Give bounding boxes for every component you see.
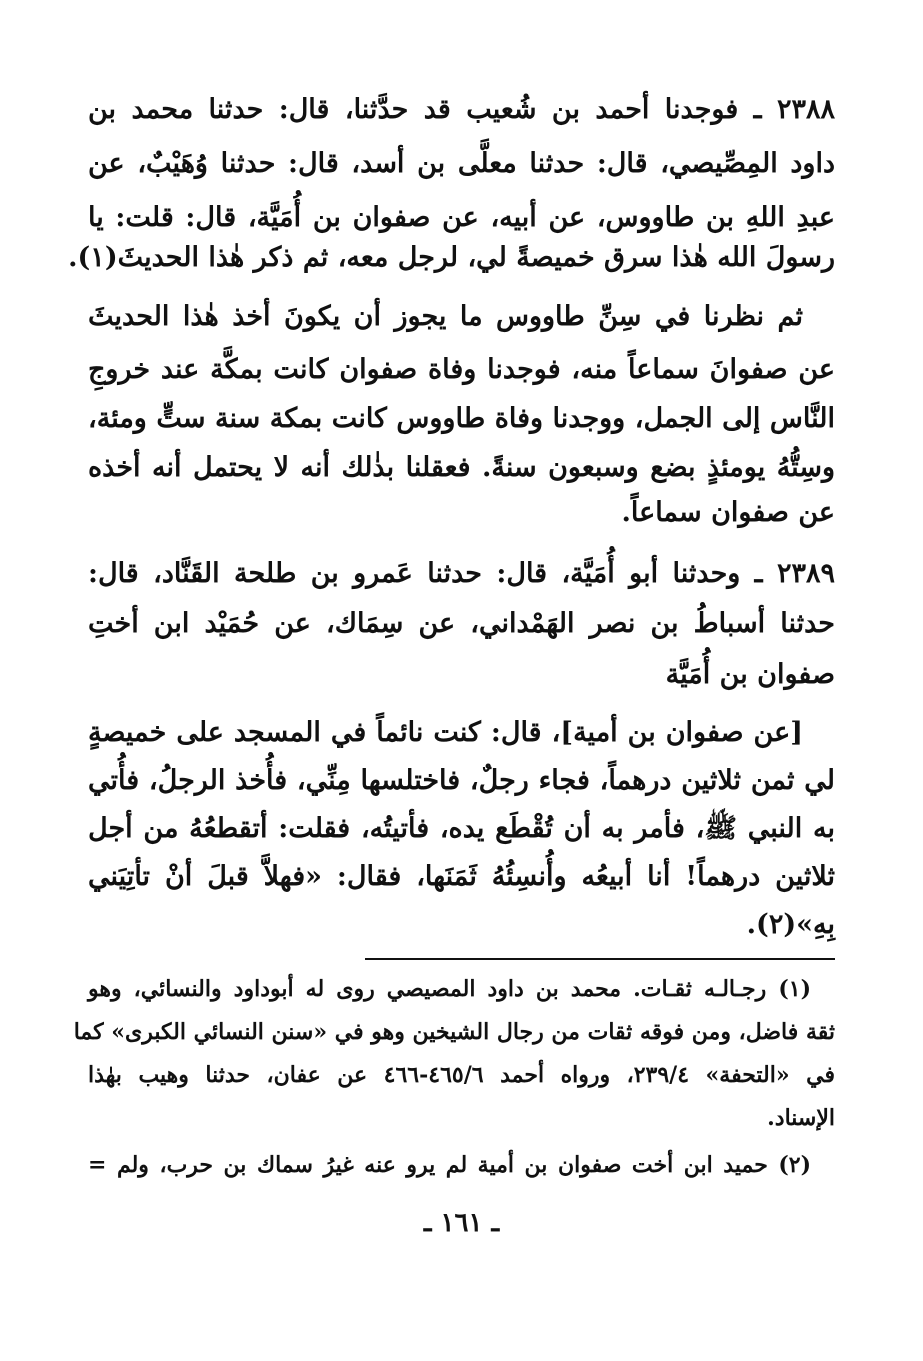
footnote-line: ثقة فاضل، ومن فوقه ثقات من رجال الشيخين وهو في «سنن النسائي الكبرى» كما <box>73 1019 835 1045</box>
footnote-line: (٢) حميد ابن أخت صفوان بن أمية لم يرو عنه غيرُ سماك بن حرب، ولم = <box>88 1152 811 1178</box>
text-line: ثم نظرنا في سِنِّ طاووس ما يجوز أن يكونَ أخذ هٰذا الحديثَ <box>88 301 803 332</box>
footnote-separator <box>365 958 835 960</box>
footnote-line: الإسناد. <box>767 1105 835 1131</box>
text-line: داود المِصِّيصي، قال: حدثنا معلَّى بن أسد، قال: حدثنا وُهَيْبٌ، عن <box>88 148 835 179</box>
text-line: صفوان بن أُمَيَّة <box>665 659 835 690</box>
text-line: عن صفوان سماعاً. <box>621 497 835 528</box>
text-line: ثلاثين درهماً! أنا أبيعُه وأُنسِئُهُ ثَمَنَها، فقال: «فهلاَّ قبلَ أنْ تأتِيَني <box>88 861 835 892</box>
text-line: عن صفوانَ سماعاً منه، فوجدنا وفاة صفوان كانت بمكَّة عند خروجِ <box>88 354 835 385</box>
text-line: عبدِ اللهِ بن طاووس، عن أبيه، عن صفوان بن أُمَيَّة، قال: قلت: يا <box>88 202 835 233</box>
text-line: به النبي ﷺ، فأمر به أن تُقْطَع يده، فأتيتُه، فقلت: أتقطعُهُ من أجل <box>88 813 835 844</box>
text-line: حدثنا أسباطُ بن نصر الهَمْداني، عن سِمَاك، عن حُمَيْد ابن أختِ <box>88 608 835 639</box>
footnote-line: (١) رجـالـه ثقـات. محمد بن داود المصيصي روى له أبوداود والنسائي، وهو <box>88 976 811 1002</box>
text-line: النَّاس إلى الجمل، ووجدنا وفاة طاووس كانت بمكة سنة ستٍّ ومئة، <box>88 403 835 434</box>
text-line: ٢٣٨٩ ـ وحدثنا أبو أُمَيَّة، قال: حدثنا عَمرو بن طلحة القَنَّاد، قال: <box>88 558 835 589</box>
text-line: ٢٣٨٨ ـ فوجدنا أحمد بن شُعيب قد حدَّثنا، قال: حدثنا محمد بن <box>88 94 835 125</box>
text-line: وسِتُّهُ يومئذٍ بضع وسبعون سنةً. فعقلنا بذٰلك أنه لا يحتمل أنه أخذه <box>88 452 835 483</box>
footnote-line: في «التحفة» ٢٣٩/٤، ورواه أحمد ٤٦٥/٦-٤٦٦ عن عفان، حدثنا وهيب بهٰذا <box>88 1062 835 1088</box>
page-number: ـ ١٦١ ـ <box>423 1208 500 1238</box>
text-line: [عن صفوان بن أمية]، قال: كنت نائماً في المسجد على خميصةٍ <box>88 717 803 748</box>
text-line: رسولَ الله هٰذا سرق خميصةً لي، لرجل معه، ثم ذكر هٰذا الحديثَ(١). <box>68 242 835 273</box>
text-line: بِهِ»(٢). <box>746 909 835 940</box>
text-line: لي ثمن ثلاثين درهماً، فجاء رجلٌ، فاختلسها مِنِّي، فأُخذ الرجلُ، فأُتي <box>88 765 835 796</box>
